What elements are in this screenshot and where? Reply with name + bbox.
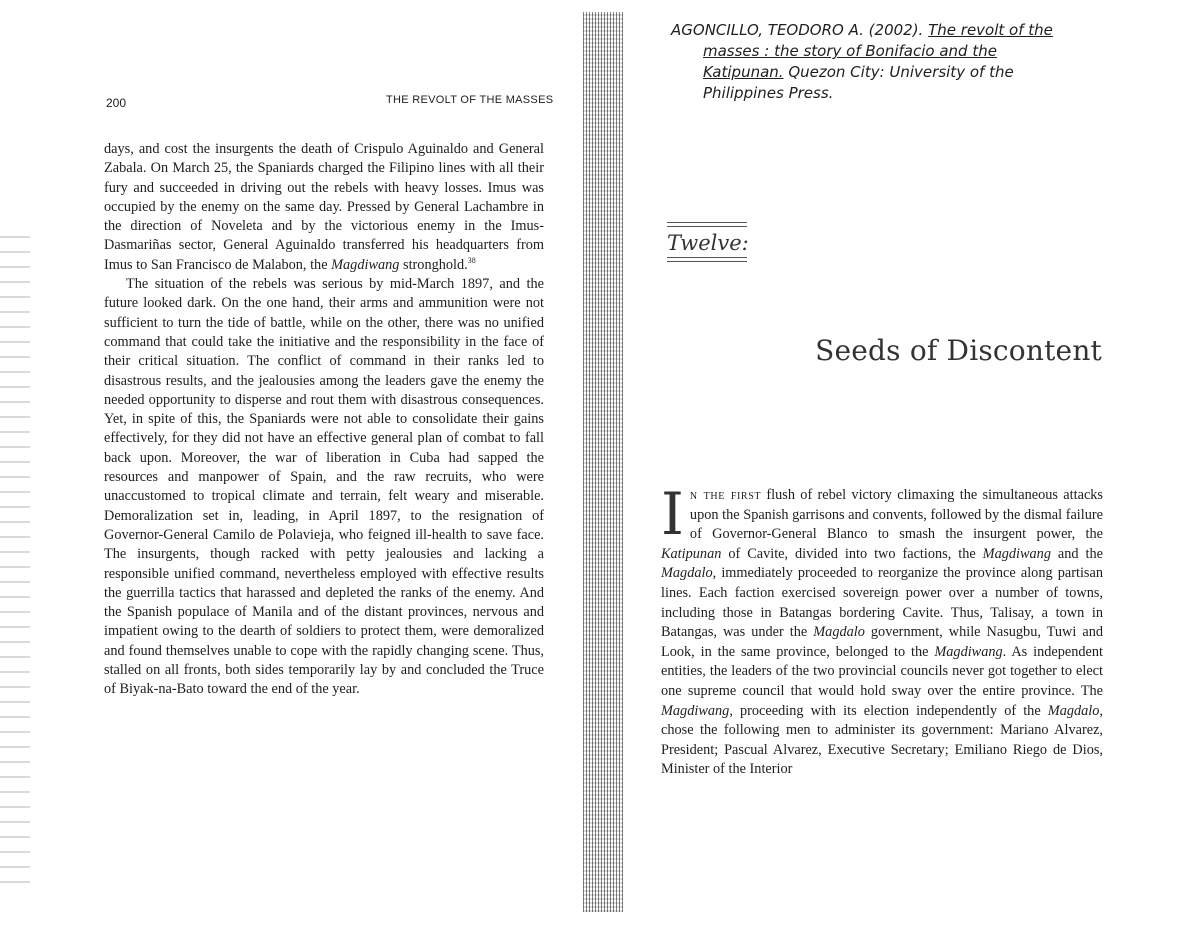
italic-term: Magdiwang [661, 702, 730, 719]
paragraph-2 [104, 275, 544, 700]
chapter-rule-bottom [667, 257, 747, 262]
citation-title-c: Katipunan. [703, 63, 784, 81]
drop-cap: I [661, 480, 684, 548]
handwritten-citation [671, 20, 1111, 104]
italic-term: Katipunan [661, 545, 722, 562]
citation-line-2 [703, 41, 1111, 62]
italic-term: Magdiwang [982, 545, 1051, 562]
citation-publisher: Quezon City: University of the [783, 63, 1014, 81]
italic-term: Magdalo [813, 624, 865, 641]
page-number: 200 [106, 96, 127, 110]
italic-term: Magdalo [1047, 702, 1100, 719]
citation-line-1 [671, 20, 1111, 41]
citation-line-3 [703, 62, 1111, 83]
citation-title-b: masses : the story of Bonifacio and the [703, 42, 997, 60]
chapter-number: Twelve: [667, 231, 749, 255]
left-body-text [104, 140, 544, 700]
citation-line-4 [703, 83, 1111, 104]
text-segment: . As independent entities, the leaders of the two provincial councils never got together to elect one supreme council that would hold sway over the entire province. The [661, 643, 1103, 699]
italic-term: Magdiwang [934, 643, 1003, 660]
book-gutter [583, 12, 623, 912]
chapter-label [667, 222, 747, 262]
small-caps-lead: n the first [689, 487, 762, 503]
footnote-marker: 38 [467, 256, 476, 266]
text-segment: , proceeding with its election independently of the [729, 702, 1048, 719]
text-segment: flush of rebel victory climaxing the simultaneous attacks upon the Spanish garrisons and convents, followed by the dismal failure of Governor-General Blanco to smash the insurgent power, the [689, 487, 1103, 543]
left-page [0, 0, 583, 927]
chapter-body-text [661, 480, 1104, 780]
chapter-title: Seeds of Discontent [815, 334, 1102, 367]
italic-term: Magdiwang [331, 256, 400, 273]
citation-author: AGONCILLO, TEODORO A. (2002). [671, 21, 924, 39]
citation-title-a: The revolt of the [928, 21, 1053, 39]
running-head: THE REVOLT OF THE MASSES [386, 94, 554, 106]
text-segment: days, and cost the insurgents the death of Crispulo Aguinaldo and General Zabala. On March 25, the Spaniards charged the Filipino lines with all their fury and succeeded in driving out the rebels with heavy losses. Imus was occupied by the enemy on the same day. Pressed by General Lachambre in the direction of Noveleta and by the victorious enemy in the Imus-Dasmariñas sector, General Aguinaldo transferred his headquarters from Imus to San Francisco de Malabon, the [104, 141, 544, 273]
text-segment: The situation of the rebels was serious by mid-March 1897, and the future looked dark. On the one hand, their arms and ammunition were not sufficient to turn the tide of battle, while on the other, there was no unified command that could take the initiative and the responsibility in the face of their critical situation. The conflict of command in their ranks led to disastrous results, and the jealousies among the leaders gave the enemy the needed opportunity to disperse and rout them with disastrous consequences. Yet, in spite of this, the Spaniards were not able to consolidate their gains effectively, for they did not have an effective general plan of combat to fall back upon. Moreover, the war of liberation in Cuba had sapped the resources and manpower of Spain, and the raw recruits, who were unaccustomed to tropical climate and terrain, felt weary and miserable. Demoralization set in, leading, in April 1897, to the resignation of Governor-General Camilo de Polavieja, who feigned ill-health to save face. The insurgents, though racked with petty jealousies and lacking a responsible unified command, nevertheless employed with effective results the guerrilla tactics that harassed and depleted the ranks of the enemy. And the Spanish populace of Manila and of the distant provinces, nervous and impatient owing to the dearth of soldiers to protect them, were demoralized and found themselves unable to cope with the rapidly changing scene. Thus, stalled on all fronts, both sides temporarily lay by and concluded the Truce of Biyak-na-Bato toward the end of the year. [104, 276, 544, 698]
text-segment: , immediately proceeded to reorganize the province along partisan lines. Each faction exercised sovereign power over a number of towns, including those in Batangas bordering Cavite. Thus, Talisay, a town in Batangas, was under the [661, 565, 1103, 641]
text-segment: stronghold. [399, 256, 468, 273]
right-page [623, 0, 1200, 927]
paragraph-1 [104, 140, 544, 275]
italic-term: Magdalo [661, 565, 713, 582]
text-segment: and the [1050, 545, 1103, 562]
text-segment: , chose the following men to administer its government: Mariano Alvarez, President; Pascual Alvarez, Executive Secretary; Emiliano Riego de Dios, Minister of the Interior [661, 702, 1103, 778]
citation-publisher-2: Philippines Press. [703, 84, 834, 102]
text-segment: of Cavite, divided into two factions, the [721, 545, 983, 562]
text-segment: government, while Nasugbu, Tuwi and Look, in the same province, belonged to the [661, 624, 1104, 660]
